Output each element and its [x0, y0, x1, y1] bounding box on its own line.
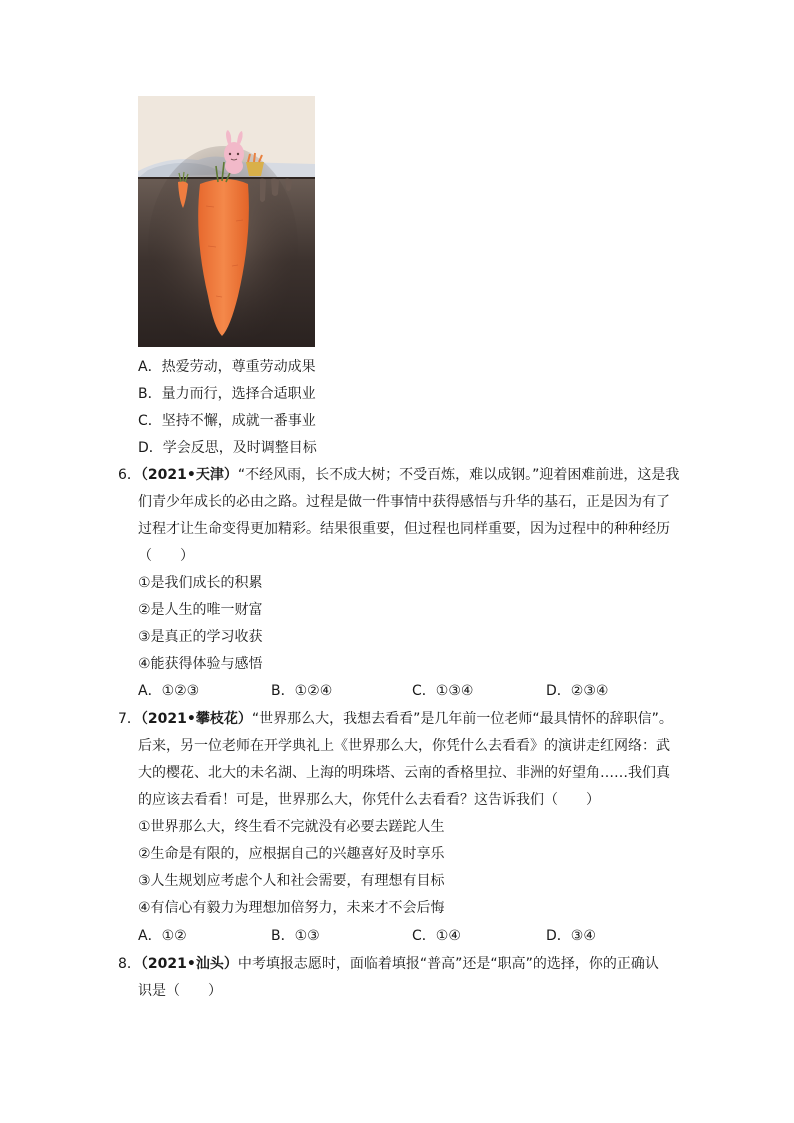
- q8-text-line-2: 识是（ ）: [138, 983, 222, 999]
- q6-choice-c: C．①③④: [412, 683, 474, 699]
- q7-choice-a: A．①②: [138, 928, 187, 944]
- q7-choice-d: D．③④: [546, 928, 596, 944]
- q6-text-line-2: 们青少年成长的必由之路。过程是做一件事情中获得感悟与升华的基石，正是因为有了: [138, 494, 670, 510]
- q7-text-line-3: 大的樱花、北大的未名湖、上海的明珠塔、云南的香格里拉、非洲的好望角……我们真: [138, 765, 670, 781]
- q5-option-c: C．坚持不懈，成就一番事业: [138, 413, 316, 429]
- q7-statement-2: ②生命是有限的，应根据自己的兴趣喜好及时享乐: [138, 846, 445, 862]
- q7-statement-4: ④有信心有毅力为理想加倍努力，未来才不会后悔: [138, 900, 445, 916]
- q7-choice-c: C．①④: [412, 928, 461, 944]
- q8-first-line: [118, 955, 659, 973]
- q6-text-line-3: 过程才让生命变得更加精彩。结果很重要，但过程也同样重要，因为过程中的种种经历: [138, 521, 670, 537]
- q6-statement-1: ①是我们成长的积累: [138, 575, 263, 591]
- q8-number: 8．: [118, 956, 141, 972]
- q7-text-line-4: 的应该去看看！可是，世界那么大，你凭什么去看看？这告诉我们（ ）: [138, 792, 600, 808]
- q5-option-b: B．量力而行，选择合适职业: [138, 386, 316, 402]
- q7-statement-1: ①世界那么大，终生看不完就没有必要去蹉跎人生: [138, 819, 445, 835]
- q7-choice-b: B．①③: [271, 928, 320, 944]
- q6-statement-2: ②是人生的唯一财富: [138, 602, 263, 618]
- q8-source: （2021•汕头）: [140, 956, 238, 972]
- q6-choice-d: D．②③④: [546, 683, 609, 699]
- q5-option-a: A．热爱劳动，尊重劳动成果: [138, 359, 316, 375]
- q8-text-line-1: 中考填报志愿时，面临着填报“普高”还是“职高”的选择，你的正确认: [237, 956, 659, 972]
- q6-statement-4: ④能获得体验与感悟: [138, 656, 263, 672]
- q6-answer-blank: （ ）: [138, 548, 194, 564]
- q6-source: （2021•天津）: [140, 467, 238, 483]
- q6-statement-3: ③是真正的学习收获: [138, 629, 263, 645]
- q7-text-line-1: “世界那么大，我想去看看”是几年前一位老师“最具情怀的辞职信”。: [251, 711, 673, 727]
- q5-option-d: D．学会反思，及时调整目标: [138, 440, 317, 456]
- carrot-illustration: [138, 96, 315, 347]
- q7-source: （2021•攀枝花）: [140, 711, 252, 727]
- q6-text-line-1: “不经风雨，长不成大树；不受百炼，难以成钢。”迎着困难前进，这是我: [237, 467, 680, 483]
- q7-first-line: [118, 710, 673, 728]
- q6-choice-b: B．①②④: [271, 683, 333, 699]
- q7-number: 7．: [118, 711, 141, 727]
- q7-statement-3: ③人生规划应考虑个人和社会需要，有理想有目标: [138, 873, 445, 889]
- q7-text-line-2: 后来，另一位老师在开学典礼上《世界那么大，你凭什么去看看》的演讲走红网络：武: [138, 738, 670, 754]
- q6-choice-a: A．①②③: [138, 683, 200, 699]
- q6-number: 6．: [118, 467, 141, 483]
- q6-first-line: [118, 466, 679, 484]
